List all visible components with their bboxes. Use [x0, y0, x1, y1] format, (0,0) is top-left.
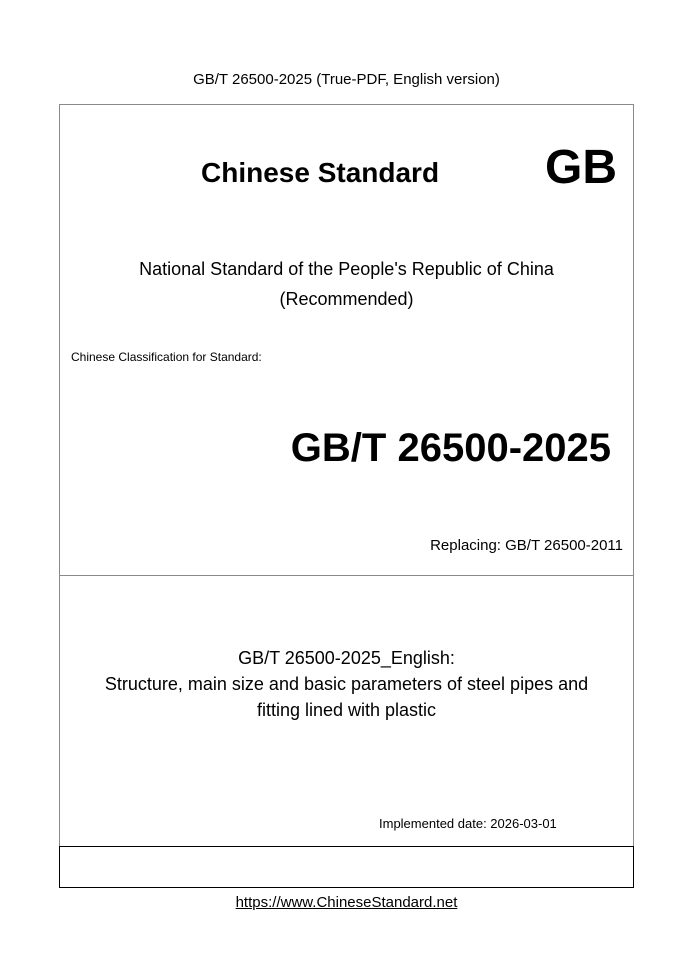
footer: [0, 893, 693, 913]
recommended-line: (Recommended): [279, 289, 414, 309]
cover-heading: Chinese Standard: [201, 157, 440, 188]
standard-number: GB/T 26500-2025: [290, 426, 611, 470]
title-line-3: fitting lined with plastic: [256, 700, 437, 720]
classification-label: Chinese Classification for Standard:: [71, 350, 262, 364]
gb-mark: GB: [545, 141, 617, 194]
national-standard-line: National Standard of the People's Republic of China: [139, 259, 554, 279]
document-header: GB/T 26500-2025 (True-PDF, English version): [193, 71, 500, 88]
replacing-note: Replacing: GB/T 26500-2011: [430, 537, 623, 554]
document-title: [59, 645, 634, 723]
title-line-2: Structure, main size and basic parameters of steel pipes and: [104, 674, 589, 694]
implemented-date: Implemented date: 2026-03-01: [379, 816, 557, 831]
title-line-1: GB/T 26500-2025_English:: [238, 648, 455, 668]
bottom-panel: [59, 846, 634, 888]
website-link[interactable]: https://www.ChineseStandard.net: [235, 894, 458, 911]
